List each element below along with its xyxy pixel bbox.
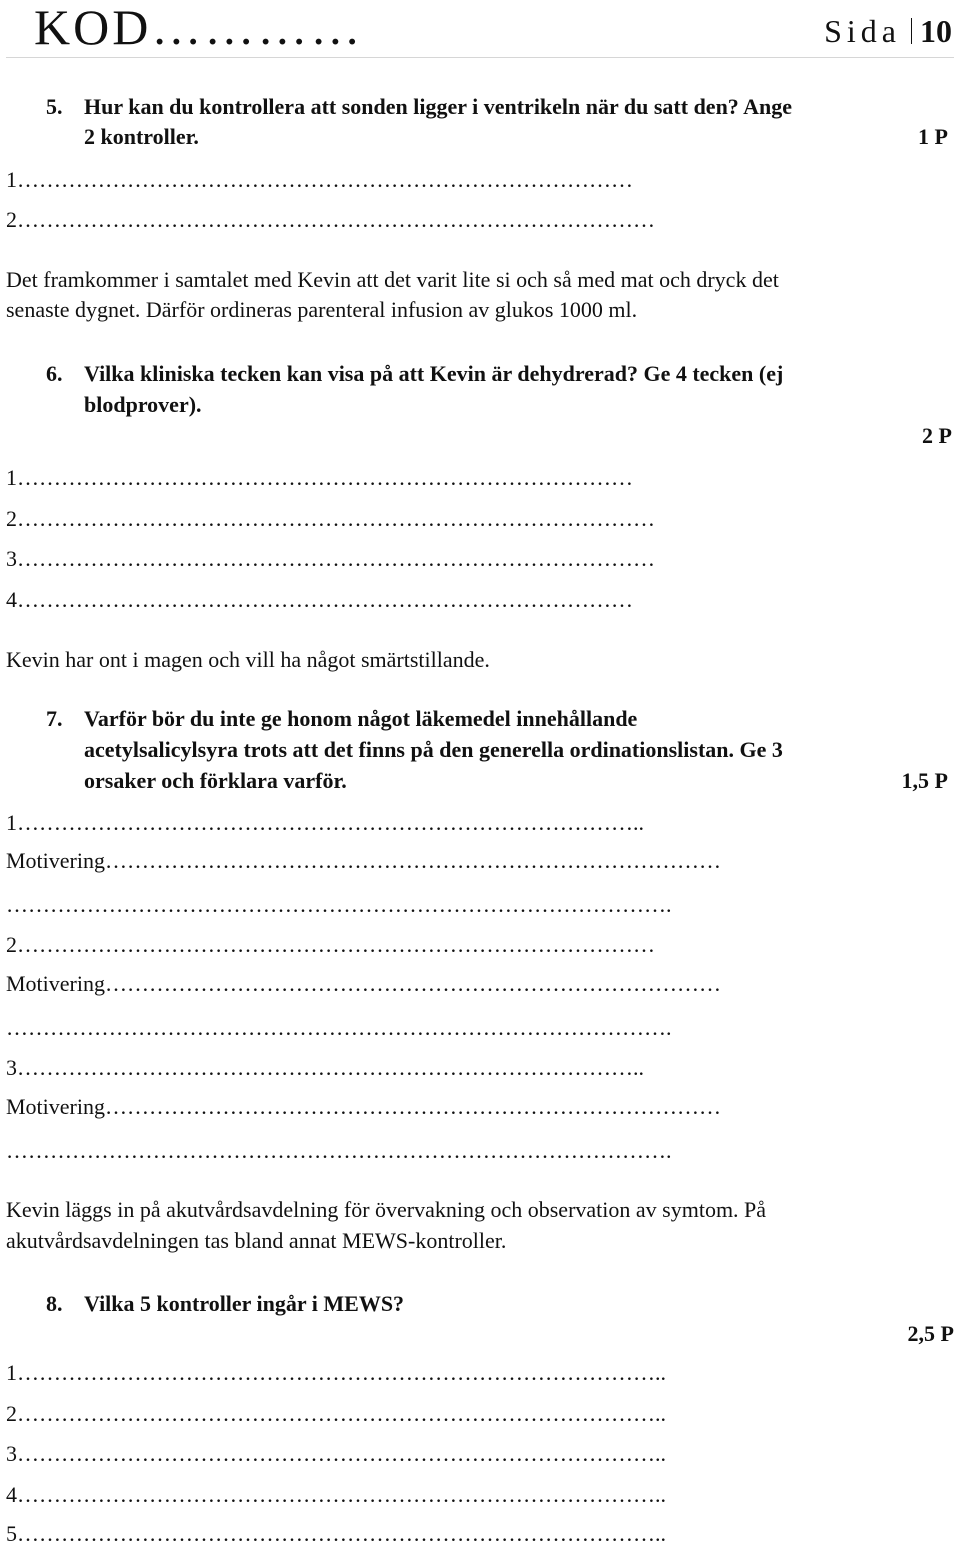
page-label: Sida: [824, 13, 901, 49]
q7-answer-line-3: 3…………………………………………………………………………..: [6, 1055, 644, 1080]
q6-number: 6.: [46, 361, 63, 386]
q6-answer-line-4: 4…………………………………………………………………………: [6, 587, 633, 612]
q8-answer-line-4: 4……………………………………………………………………………..: [6, 1482, 666, 1507]
context-3-line2: akutvårdsavdelningen tas bland annat MEWS-kontroller.: [6, 1228, 507, 1253]
code-label: KOD…………: [34, 0, 364, 55]
q6-line2: blodprover).: [84, 392, 202, 417]
q7-line3: orsaker och förklara varför.: [84, 768, 347, 793]
q7-motivation-line-1: Motivering…………………………………………………………………………: [6, 848, 721, 873]
context-2-line1: Kevin har ont i magen och vill ha något smärtstillande.: [6, 647, 490, 672]
context-1-line2: senaste dygnet. Därför ordineras parenteral infusion av glukos 1000 ml.: [6, 297, 638, 322]
q5-answer-line-2: 2……………………………………………………………………………: [6, 207, 655, 232]
q8-answer-line-2: 2……………………………………………………………………………..: [6, 1401, 666, 1426]
q8-answer-line-3: 3……………………………………………………………………………..: [6, 1441, 666, 1466]
q7-motivation-continuation-3: ……………………………………………………………………………….: [6, 1138, 672, 1163]
q6-answer-line-1: 1…………………………………………………………………………: [6, 465, 633, 490]
q5-line1: Hur kan du kontrollera att sonden ligger i ventrikeln när du satt den? Ange: [84, 94, 792, 119]
q8-answer-line-1: 1……………………………………………………………………………..: [6, 1360, 666, 1385]
q6-answer-line-2: 2……………………………………………………………………………: [6, 506, 655, 531]
header-rule: [6, 57, 954, 58]
q8-answer-line-5: 5……………………………………………………………………………..: [6, 1521, 666, 1546]
context-1-line1: Det framkommer i samtalet med Kevin att det varit lite si och så med mat och dryck det: [6, 267, 779, 292]
page-separator: [911, 18, 912, 44]
q7-answer-line-1: 1…………………………………………………………………………..: [6, 810, 644, 835]
q8-points: 2,5 P: [907, 1321, 954, 1346]
q7-motivation-line-2: Motivering…………………………………………………………………………: [6, 971, 721, 996]
q6-answer-line-3: 3……………………………………………………………………………: [6, 546, 655, 571]
q7-motivation-continuation-2: ……………………………………………………………………………….: [6, 1015, 672, 1040]
q6-line1: Vilka kliniska tecken kan visa på att Kevin är dehydrerad? Ge 4 tecken (ej: [84, 361, 784, 386]
q6-points: 2 P: [922, 423, 952, 448]
q7-motivation-continuation-1: ……………………………………………………………………………….: [6, 892, 672, 917]
q7-line2: acetylsalicylsyra trots att det finns på den generella ordinationslistan. Ge 3: [84, 737, 783, 762]
q5-number: 5.: [46, 94, 63, 119]
q7-line1: Varför bör du inte ge honom något läkemedel innehållande: [84, 706, 638, 731]
q5-points: 1 P: [918, 124, 948, 149]
q8-number: 8.: [46, 1291, 63, 1316]
q7-points: 1,5 P: [901, 768, 948, 793]
q5-line2: 2 kontroller.: [84, 124, 199, 149]
page-indicator: [824, 12, 952, 50]
q8-line1: Vilka 5 kontroller ingår i MEWS?: [84, 1291, 405, 1316]
q7-number: 7.: [46, 706, 63, 731]
q5-answer-line-1: 1…………………………………………………………………………: [6, 167, 633, 192]
page-number: 10: [920, 13, 952, 49]
context-3-line1: Kevin läggs in på akutvårdsavdelning för övervakning och observation av symtom. På: [6, 1197, 767, 1222]
q7-answer-line-2: 2……………………………………………………………………………: [6, 932, 655, 957]
q7-motivation-line-3: Motivering…………………………………………………………………………: [6, 1094, 721, 1119]
